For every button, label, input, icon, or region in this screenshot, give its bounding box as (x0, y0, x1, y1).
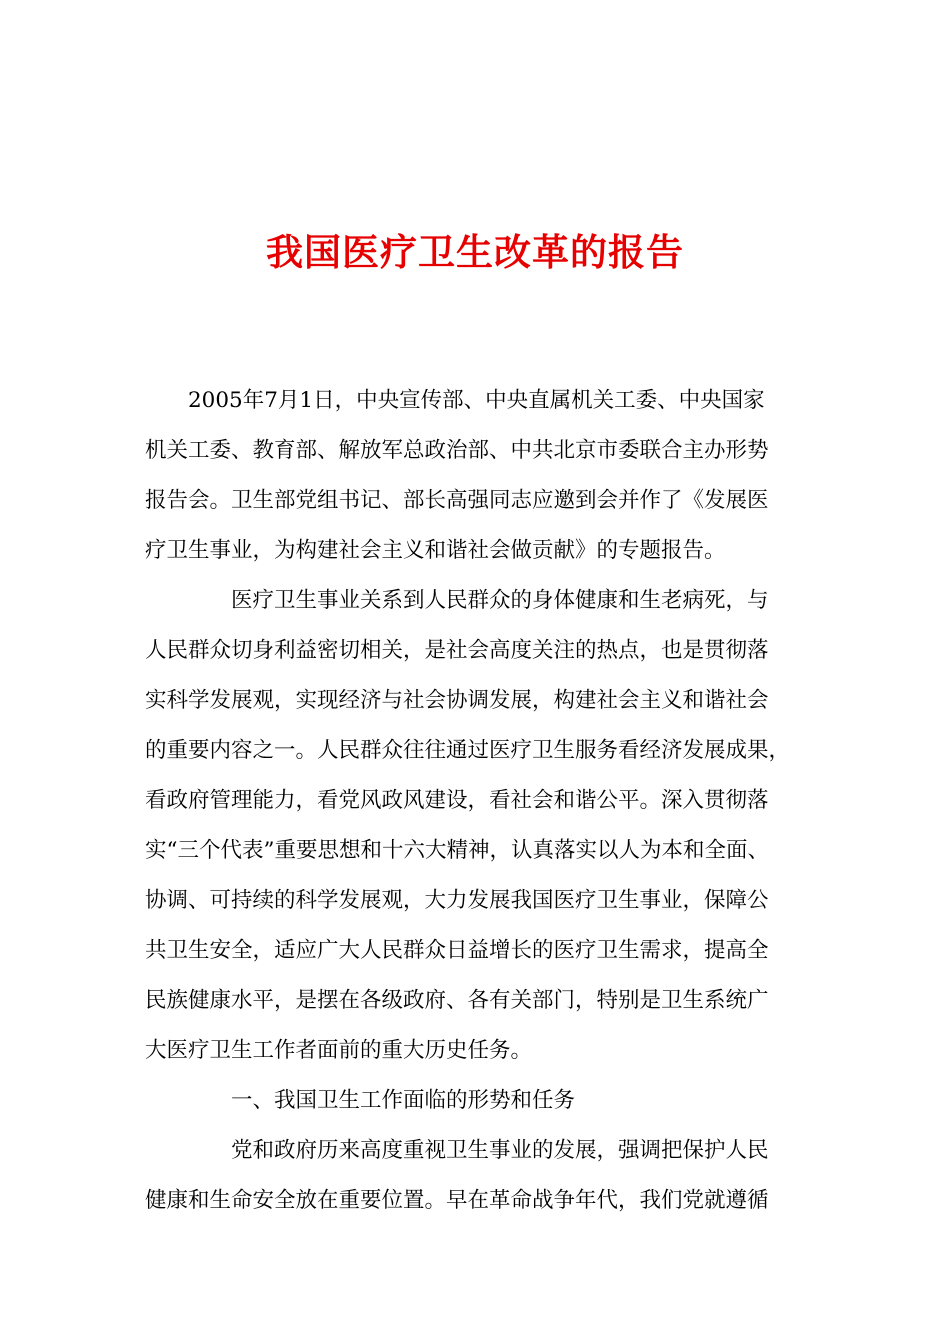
paragraph-importance: 医疗卫生事业关系到人民群众的身体健康和生老病死，与 人民群众切身利益密切相关，是社会高度关注的热点，也是贯彻落 实科学发展观，实现经济与社会协调发展，构建社会主义和谐社会 的重要内容之一。人民群众往往通过医疗卫生服务看经济发展成果， 看政府管理能力，看党风政风建设，看社会和谐公平。深入贯彻落 实“三个代表”重要思想和十六大精神，认真落实以人为本和全面、 协调、可持续的科学发展观，大力发展我国医疗卫生事业，保障公 共卫生安全，适应广大人民群众日益增长的医疗卫生需求，提高全 民族健康水平，是摆在各级政府、各有关部门，特别是卫生系统广 大医疗卫生工作者面前的重大历史任务。 (145, 588, 791, 1063)
document-title: 我国医疗卫生改革的报告 (266, 230, 684, 274)
paragraph-section-1: 党和政府历来高度重视卫生事业的发展，强调把保护人民 健康和生命安全放在重要位置。早在革命战争年代，我们党就遵循 (145, 1138, 769, 1213)
section-heading-1: 一、我国卫生工作面临的形势和任务 (145, 1088, 576, 1113)
document-body (145, 376, 800, 1226)
paragraph-intro: 2005年7月1日，中央宣传部、中央直属机关工委、中央国家 机关工委、教育部、解放军总政治部、中共北京市委联合主办形势 报告会。卫生部党组书记、部长高强同志应邀到会并作了《发展医 疗卫生事业，为构建社会主义和谐社会做贡献》的专题报告。 (145, 388, 769, 563)
